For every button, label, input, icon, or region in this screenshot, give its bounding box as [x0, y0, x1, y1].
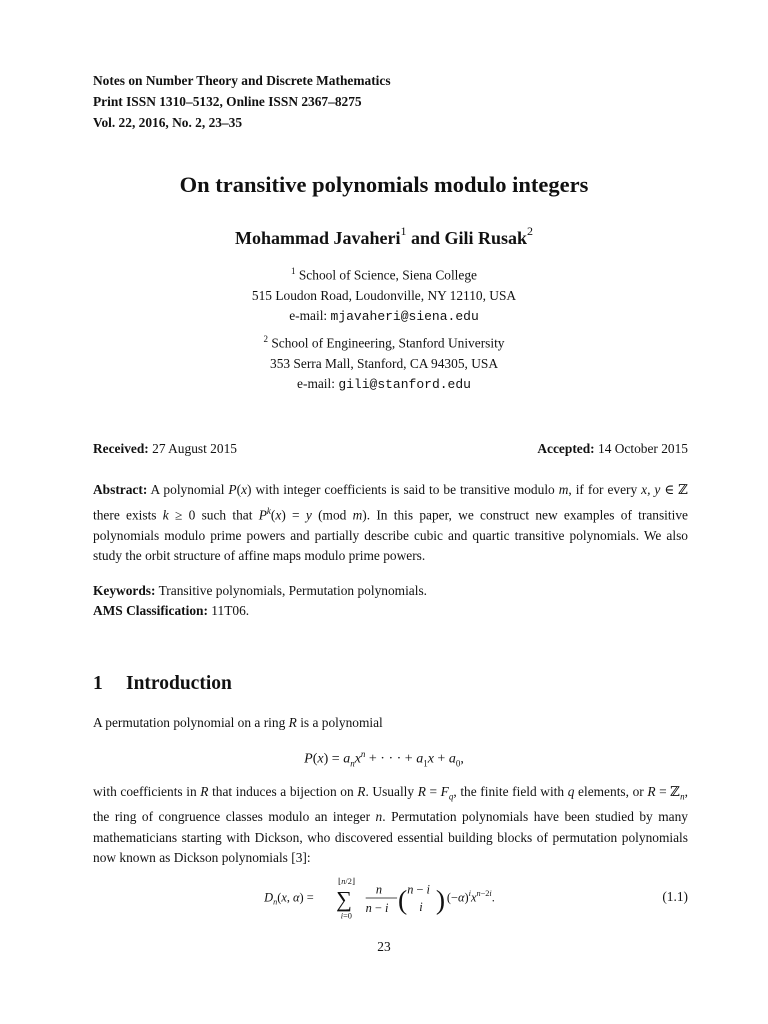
- abstract-text: . In this paper, we construct new examples of transitive polynomials modulo prime powers and partially describe cubic and quartic transitive polynomials. We also study the orbit structure of affine maps modulo prime powers.: [93, 507, 688, 564]
- received-label: Received:: [93, 441, 149, 456]
- body-text: that induces a bijection on: [212, 784, 354, 799]
- body-text: with coefficients in: [93, 784, 197, 799]
- body-text: , the finite field with: [453, 784, 565, 799]
- dates-row: [93, 441, 688, 457]
- intro-paragraph-2: with coefficients in R that induces a bijection on R. Usually $R = F_q$, the finite field with q elements, or R = ℤ$_n$, the ring of congruence classes modulo an integer n. Permutation polynomials have been studied by many mathematicians starting with Dickson, who discovered essential building blocks of permutation polynomials now known as Dickson polynomials [3]:: [93, 784, 688, 866]
- journal-header: [93, 70, 391, 133]
- body-text: elements, or: [578, 784, 644, 799]
- abstract-label: Abstract:: [93, 482, 148, 497]
- journal-volume: Vol. 22, 2016, No. 2, 23–35: [93, 115, 243, 130]
- affil-mark: 2: [263, 334, 268, 344]
- ams-label: AMS Classification:: [93, 603, 208, 618]
- author-affil-mark: 1: [400, 224, 407, 238]
- abstract: Abstract: A polynomial P(x) with integer coefficients is said to be transitive modulo m, if for every x, y ∈ ℤ there exists k ≥ 0 such that $P^k(x) = y$ (mod m). In this paper, we construct new examples of transitive polynomials modulo prime powers and partially describe cubic and quartic transitive polynomials. We also study the orbit structure of affine maps modulo prime powers.: [93, 482, 689, 564]
- email-label: e-mail:: [289, 308, 331, 324]
- page-number: 23: [377, 939, 391, 954]
- author-affil-mark: 2: [527, 224, 534, 238]
- equation-polynomial: $P(x) = a_nx^n$ + · · · + $a_1x + a_0$,: [304, 749, 464, 769]
- intro-paragraph-1: A permutation polynomial on a ring R is a polynomial: [93, 715, 383, 730]
- svg-text:i=0: i=0: [340, 911, 352, 921]
- received-date: 27 August 2015: [152, 441, 237, 456]
- body-text: is a polynomial: [300, 715, 383, 730]
- section-number: 1: [93, 673, 103, 694]
- keywords: [93, 581, 688, 602]
- section-heading: [93, 673, 232, 695]
- abstract-text: such that: [201, 507, 253, 523]
- affiliation-1: [0, 261, 768, 328]
- email-label: e-mail:: [297, 376, 339, 392]
- svg-text:⌊n/2⌋: ⌊n/2⌋: [338, 877, 356, 887]
- affil-address: 515 Loudon Road, Loudonville, NY 12110, USA: [251, 287, 517, 303]
- body-text: . Permutation polynomials have been studied by many mathematicians starting with Dickson, who discovered essential building blocks of permutation polynomials now known as Dickson polynomials [3]:: [93, 809, 688, 866]
- body-text: A permutation polynomial on a ring: [93, 715, 286, 730]
- author-conjunction: and: [406, 228, 445, 248]
- accepted-label: Accepted:: [537, 441, 595, 456]
- math-inline: m: [558, 482, 569, 497]
- keywords-label: Keywords:: [93, 583, 156, 598]
- svg-text:i: i: [419, 899, 423, 914]
- affil-mark: 1: [291, 266, 296, 276]
- abstract-text: with integer coefficients is said to be transitive modulo: [255, 482, 555, 497]
- svg-text:(−α)ixn−2i.: $(-\alpha)^ix^n-2i$.: [446, 889, 495, 905]
- author-name: Mohammad Javaheri: [234, 228, 401, 248]
- section-title: Introduction: [126, 673, 232, 694]
- body-text: , the ring of congruence classes modulo an integer: [93, 784, 688, 825]
- equation-dickson: [253, 874, 543, 922]
- affiliation-2: [0, 329, 768, 396]
- svg-text:n: n: [375, 882, 383, 897]
- abstract-text: , if for every: [568, 482, 638, 497]
- ams-text: 11T06.: [211, 603, 250, 618]
- svg-text:n − i: n − i: [407, 882, 431, 897]
- ams-classification: [93, 601, 688, 622]
- svg-text:): ): [435, 884, 446, 916]
- svg-text:n − i: n − i: [365, 900, 389, 915]
- abstract-text: A polynomial: [150, 482, 225, 497]
- affil-institution: School of Engineering, Stanford University: [271, 335, 505, 351]
- email-address[interactable]: gili@stanford.edu: [338, 377, 471, 393]
- journal-issn: Print ISSN 1310–5132, Online ISSN 2367–8275: [93, 94, 362, 109]
- abstract-text: there exists: [93, 507, 157, 523]
- journal-name: Notes on Number Theory and Discrete Mathematics: [93, 73, 391, 88]
- email-address[interactable]: mjavaheri@siena.edu: [330, 309, 479, 325]
- svg-text:Dn(x, α) =: $D_n(x$, α) =: [264, 890, 314, 907]
- body-text: . Usually: [365, 784, 415, 799]
- equation-number: (1.1): [662, 889, 688, 904]
- keywords-text: Transitive polynomials, Permutation polynomials.: [158, 583, 428, 598]
- accepted-date: 14 October 2015: [598, 441, 688, 456]
- paper-title: On transitive polynomials modulo integers: [179, 172, 589, 197]
- svg-text:(: (: [398, 884, 408, 916]
- authors: [0, 226, 768, 249]
- svg-text:∑: ∑: [336, 886, 352, 912]
- affil-institution: School of Science, Siena College: [298, 267, 477, 283]
- author-name: Gili Rusak: [444, 228, 528, 248]
- math-inline: P: [228, 482, 237, 497]
- affil-address: 353 Serra Mall, Stanford, CA 94305, USA: [270, 355, 498, 371]
